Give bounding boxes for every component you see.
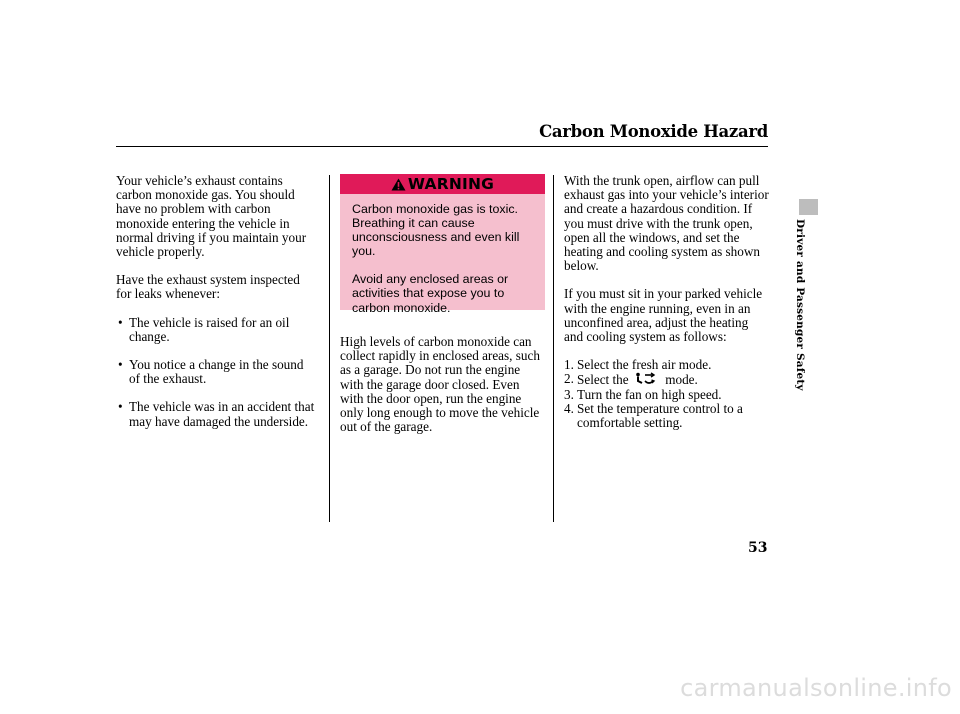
step-text: Turn the fan on high speed. bbox=[577, 386, 722, 402]
step-number: 1. bbox=[564, 357, 574, 373]
bullet-text: The vehicle was in an accident that may have damaged the underside. bbox=[129, 399, 315, 429]
column-3 bbox=[564, 174, 770, 430]
floor-dash-vent-mode-icon bbox=[634, 372, 660, 386]
column-2 bbox=[340, 335, 545, 448]
top-rule bbox=[116, 146, 768, 147]
step-number: 2. bbox=[564, 371, 574, 387]
bullet-text: You notice a change in the sound of the exhaust. bbox=[129, 357, 304, 387]
list-item bbox=[564, 402, 770, 430]
bullet-dot-icon: • bbox=[118, 399, 123, 415]
page-title: Carbon Monoxide Hazard bbox=[539, 122, 768, 141]
bullet-item bbox=[116, 358, 316, 386]
warning-label: WARNING bbox=[407, 175, 495, 193]
steps-list bbox=[564, 358, 770, 430]
step-text: mode. bbox=[665, 372, 698, 388]
garage-paragraph: High levels of carbon monoxide can collect rapidly in enclosed areas, such as a garage. Do not run the engine with the garage door closed. Even with the door open, run the engine only long enough to move the vehicle out of the garage. bbox=[340, 334, 540, 435]
sidebar-tab bbox=[799, 199, 818, 215]
warning-text-1: Carbon monoxide gas is toxic. Breathing it can cause unconsciousness and even kill you. bbox=[352, 202, 520, 259]
step-text: Select the bbox=[577, 372, 629, 388]
page-number: 53 bbox=[748, 540, 768, 556]
warning-box bbox=[340, 174, 545, 315]
inspection-paragraph: Have the exhaust system inspected for leaks whenever: bbox=[116, 272, 300, 302]
step-text: Set the temperature control to a comfortable setting. bbox=[577, 400, 743, 431]
watermark: carmanualsonline.info bbox=[680, 674, 952, 702]
bullet-item bbox=[116, 316, 316, 344]
list-item bbox=[564, 388, 770, 402]
trunk-paragraph: With the trunk open, airflow can pull exhaust gas into your vehicle’s interior and create a hazardous condition. If you must drive with the trunk open, open all the windows, and set the heating and cooling system as shown below. bbox=[564, 173, 769, 274]
column-divider-1 bbox=[329, 175, 330, 522]
sidebar-section-label: Driver and Passenger Safety bbox=[794, 219, 806, 391]
bullet-dot-icon: • bbox=[118, 357, 123, 373]
bullet-text: The vehicle is raised for an oil change. bbox=[129, 314, 290, 344]
warning-body bbox=[352, 202, 542, 329]
list-item bbox=[564, 358, 770, 372]
parked-paragraph: If you must sit in your parked vehicle with the engine running, even in an unconfined area, adjust the heating and cooling system as follows: bbox=[564, 286, 763, 345]
column-divider-2 bbox=[553, 175, 554, 522]
bullet-dot-icon: • bbox=[118, 314, 123, 330]
step-number: 4. bbox=[564, 400, 574, 416]
list-item bbox=[564, 372, 770, 387]
warning-triangle-icon bbox=[391, 178, 406, 191]
bullet-item bbox=[116, 400, 316, 428]
warning-header bbox=[340, 174, 545, 194]
column-1 bbox=[116, 174, 316, 443]
step-number: 3. bbox=[564, 386, 574, 402]
warning-text-2: Avoid any enclosed areas or activities that expose you to carbon monoxide. bbox=[352, 272, 509, 315]
intro-paragraph: Your vehicle’s exhaust contains carbon monoxide gas. You should have no problem with carbon monoxide entering the vehicle in normal driving if you maintain your vehicle properly. bbox=[116, 173, 307, 260]
step-text: Select the fresh air mode. bbox=[577, 357, 712, 373]
